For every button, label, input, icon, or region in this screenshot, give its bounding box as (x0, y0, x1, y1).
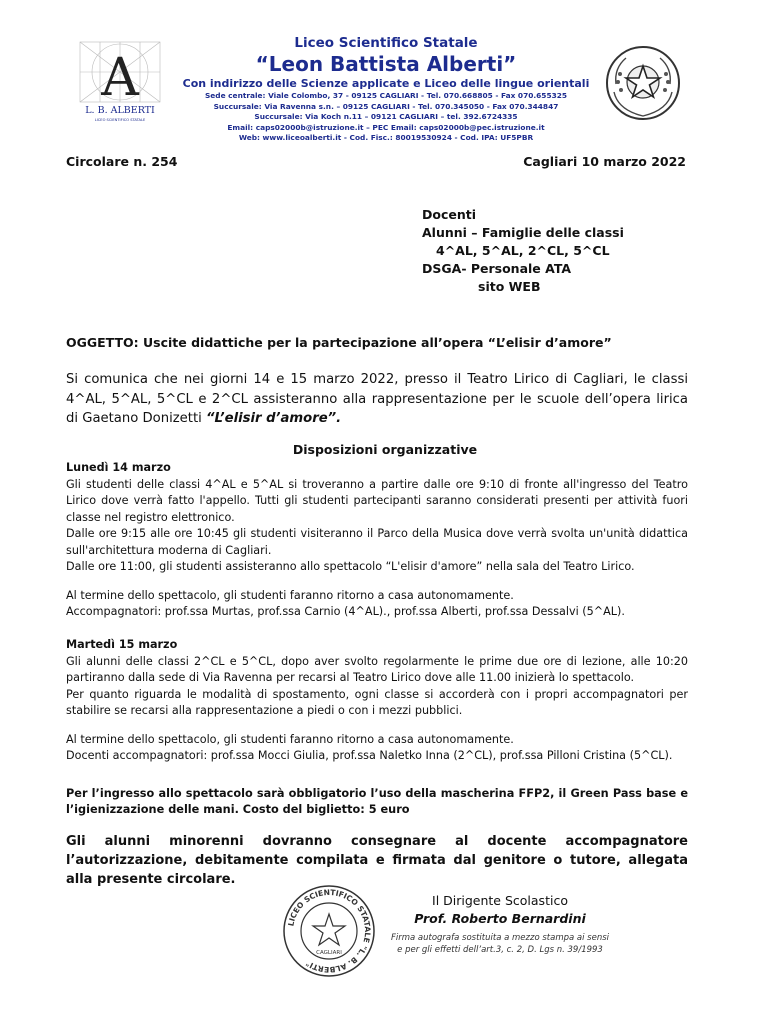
signature-note: e per gli effetti dell’art.3, c. 2, D. Lgs n. 39/1993 (397, 945, 603, 955)
day2-paragraph: Per quanto riguarda le modalità di spostamento, ogni classe si accorderà con i propri accompagnatori per stabilire se recarsi alla rappresentazione a piedi o con i mezzi pubblici. (66, 687, 688, 717)
signer-role: Il Dirigente Scolastico (432, 893, 568, 908)
address-main: Sede centrale: Viale Colombo, 37 - 09125 CAGLIARI - Tel. 070.668805 - Fax 070.655325 (204, 91, 568, 100)
recipient-line: sito WEB (478, 279, 541, 294)
stamp-city: CAGLIARI (316, 950, 342, 956)
day1-return-note: Al termine dello spettacolo, gli studenti faranno ritorno a casa autonomamente. (66, 588, 514, 602)
recipients-block (422, 206, 624, 296)
address-branch-1: Succursale: Via Ravenna s.n. – 09125 CAGLIARI - Tel. 070.345050 - Fax 070.344847 (213, 101, 559, 111)
intro-text: Si comunica che nei giorni 14 e 15 marzo 2022, presso il Teatro Lirico di Cagliari, le classi 4^AL, 5^AL, 5^CL e 2^CL assisteranno alla rappresentazione per le scuole dell’opera lirica di Gaetano Donizetti (66, 372, 688, 426)
school-stamp-icon (282, 884, 376, 978)
day1-paragraph: Gli studenti delle classi 4^AL e 5^AL si troveranno a partire dalle ore 9:10 di fronte all'ingresso del Teatro Lirico dove verrà fatto l'appello. Tutti gli studenti partecipanti saranno considerati presenti per attività fuori classe nel registro elettronico. (66, 477, 688, 524)
logo-subtext: LICEO SCIENTIFICO STATALE (94, 118, 146, 122)
recipient-line: Docenti (422, 207, 477, 222)
day1-chaperones: Accompagnatori: prof.ssa Murtas, prof.ssa Carnio (4^AL)., prof.ssa Alberti, prof.ssa Dessalvi (5^AL). (66, 605, 625, 618)
school-tagline: Con indirizzo delle Scienze applicate e Liceo delle lingue orientali (182, 77, 590, 90)
letterhead (170, 34, 602, 144)
address-branch-2: Succursale: Via Koch n.11 – 09121 CAGLIARI – tel. 392.6724335 (254, 112, 518, 121)
day2-block (66, 637, 688, 765)
mask-notice: Per l’ingresso allo spettacolo sarà obbligatorio l’uso della mascherina FFP2, il Green Pass base e l’igienizzazione delle mani. Costo del biglietto: 5 euro (66, 787, 688, 816)
republic-emblem-icon (604, 44, 682, 122)
school-type: Liceo Scientifico Statale (294, 35, 478, 51)
day1-paragraph: Dalle ore 9:15 alle ore 10:45 gli studenti visiteranno il Parco della Musica dove verrà svolta un'unità didattica sull'architettura moderna di Cagliari. (66, 527, 688, 557)
recipient-line: DSGA- Personale ATA (422, 261, 572, 276)
minors-notice: Gli alunni minorenni dovranno consegnare al docente accompagnatore l’autorizzazione, debitamente compilata e firmata dal genitore o tutore, allegata alla presente circolare. (66, 834, 688, 887)
svg-text:LICEO SCIENTIFICO STATALE "L. (286, 888, 372, 974)
circular-date: Cagliari 10 marzo 2022 (523, 154, 686, 169)
day2-paragraph: Gli alunni delle classi 2^CL e 5^CL, dopo aver svolto regolarmente le prime due ore di lezione, alle 10:20 partiranno dalla sede di Via Ravenna per recarsi al Teatro Lirico dove alle 11.00 inizierà lo spettacolo. (66, 654, 688, 684)
recipient-line: 4^AL, 5^AL, 2^CL, 5^CL (436, 243, 610, 258)
day1-paragraph: Dalle ore 11:00, gli studenti assisteranno allo spettacolo “L'elisir d'amore” nella sala del Teatro Lirico. (66, 560, 635, 573)
subject-line: OGGETTO: Uscite didattiche per la partecipazione all’opera “L’elisir d’amore” (66, 335, 612, 350)
section-title: Disposizioni organizzative (292, 442, 478, 457)
signature-block (380, 892, 620, 956)
day1-title: Lunedì 14 marzo (66, 461, 171, 474)
logo-text: L. B. ALBERTI (85, 105, 155, 116)
school-name: “Leon Battista Alberti” (255, 52, 517, 76)
signer-name: Prof. Roberto Bernardini (414, 911, 586, 926)
contact-web: Web: www.liceoalberti.it - Cod. Fisc.: 80019530924 - Cod. IPA: UF5PBR (238, 133, 534, 142)
signature-note: Firma autografa sostituita a mezzo stampa ai sensi (390, 933, 610, 943)
day2-title: Martedì 15 marzo (66, 638, 178, 651)
day1-block (66, 460, 688, 621)
school-logo (74, 40, 166, 124)
stamp-text: LICEO SCIENTIFICO STATALE "L. B. ALBERTI" (286, 887, 373, 975)
circular-number: Circolare n. 254 (66, 154, 178, 169)
opera-title: “L’elisir d’amore”. (206, 411, 342, 426)
recipient-line: Alunni – Famiglie delle classi (422, 225, 624, 240)
day2-chaperones: Docenti accompagnatori: prof.ssa Mocci Giulia, prof.ssa Naletko Inna (2^CL), prof.ssa Pilloni Cristina (5^CL). (66, 749, 673, 762)
day2-return-note: Al termine dello spettacolo, gli studenti faranno ritorno a casa autonomamente. (66, 732, 514, 746)
intro-paragraph (66, 370, 688, 429)
contact-email: Email: caps02000b@istruzione.it – PEC Email: caps02000b@pec.istruzione.it (227, 122, 545, 132)
logo-letter: A (101, 48, 139, 108)
